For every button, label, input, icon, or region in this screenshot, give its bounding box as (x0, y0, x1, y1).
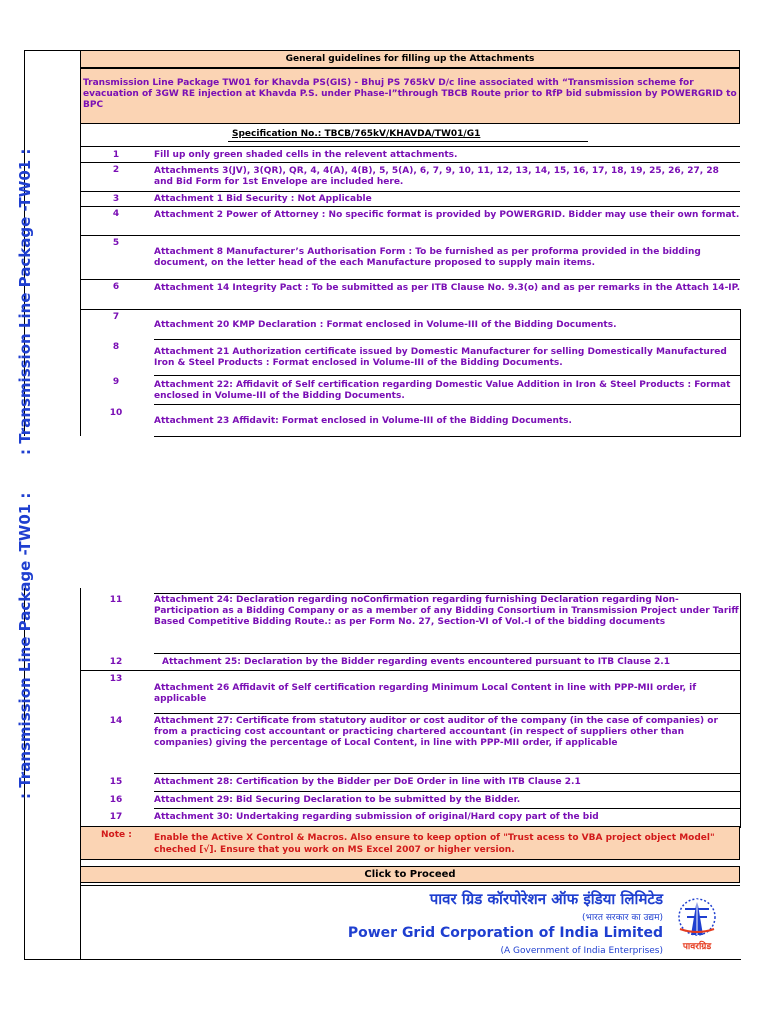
guideline-row: Attachment 14 Integrity Pact : To be submitted as per ITB Clause No. 9.3(o) and as per remarks in the Attach 14-IP. (154, 283, 741, 293)
row-number: 16 (109, 795, 123, 805)
grid-line (80, 279, 740, 280)
guideline-row: Attachment 26 Affidavit of Self certification regarding Minimum Local Content in line with PPP-MII order, if applicable (154, 683, 697, 704)
row-number: 12 (109, 657, 123, 667)
frame-divider-bottom (80, 588, 81, 960)
row-number: 11 (109, 595, 123, 605)
row-number: 4 (112, 209, 120, 219)
grid-line (154, 375, 740, 376)
row-number: 8 (112, 342, 120, 352)
row-number: 7 (112, 312, 120, 322)
guideline-row: Attachments 3(JV), 3(QR), QR, 4, 4(A), 4(B), 5, 5(A), 6, 7, 9, 10, 11, 12, 13, 14, 15, 16, 17, 18, 19, 25, 26, 27, 28 and Bid Form for 1st Envelope are included here. (154, 166, 719, 187)
grid-line (154, 404, 740, 405)
row-number: 6 (112, 282, 120, 292)
grid-line (80, 309, 740, 310)
logo-caption: पावरग्रिड (682, 942, 712, 952)
guideline-row: Attachment 8 Manufacturer’s Authorisation Form : To be furnished as per proforma provided in the bidding document, on the letter head of the each Manufacture proposed to supply main items. (154, 247, 701, 268)
frame-top-edge (24, 50, 81, 51)
guidelines-title: General guidelines for filling up the Attachments (80, 50, 740, 68)
footer-company-name: Power Grid Corporation of India Limited (347, 925, 663, 941)
row-number: 14 (109, 716, 123, 726)
footer-subtitle: (A Government of India Enterprises) (500, 946, 663, 956)
grid-line (80, 206, 740, 207)
guideline-row: Attachment 23 Affidavit: Format enclosed in Volume-III of the Bidding Documents. (154, 416, 572, 426)
footer-hindi-name: पावर ग्रिड कॉरपोरेशन ऑफ इंडिया लिमिटेड (429, 890, 663, 908)
guideline-row: Fill up only green shaded cells in the relevent attachments. (154, 150, 458, 160)
specification-number: Specification No.: TBCB/765kV/KHAVDA/TW01/G1 (232, 129, 481, 139)
powergrid-logo (670, 895, 724, 955)
tower-icon (670, 895, 724, 941)
footer-hindi-subtitle: (भारत सरकार का उद्यम) (582, 913, 663, 923)
note-panel (80, 826, 740, 860)
guideline-row: Attachment 20 KMP Declaration : Format enclosed in Volume-III of the Bidding Documents. (154, 320, 617, 330)
guideline-row: Attachment 2 Power of Attorney : No specific format is provided by POWERGRID. Bidder may use their own format. (154, 210, 740, 220)
guideline-row: Attachment 25: Declaration by the Bidder regarding events encountered pursuant to ITB Clause 2.1 (162, 657, 670, 667)
row-number: 15 (109, 777, 123, 787)
grid-line (80, 146, 740, 147)
grid-line (154, 791, 740, 792)
row-number: 5 (112, 238, 120, 248)
grid-line (80, 191, 740, 192)
row-number: 9 (112, 377, 120, 387)
grid-right (740, 593, 741, 828)
row-number: 10 (109, 408, 123, 418)
guideline-row: Attachment 28: Certification by the Bidder per DoE Order in line with ITB Clause 2.1 (154, 777, 581, 787)
click-to-proceed-button[interactable]: Click to Proceed (80, 866, 740, 883)
guideline-row: Attachment 1 Bid Security : Not Applicable (154, 194, 372, 204)
grid-line (154, 339, 740, 340)
row-number: 17 (109, 812, 123, 822)
guideline-row: Attachment 27: Certificate from statutory auditor or cost auditor of the company (in the case of companies) or from a practicing cost accountant or practicing chartered accountant (in respect of suppliers other than companies) giving the percentage of Local Content, in line with PPP-MII order, if applicable (154, 716, 718, 748)
guideline-row: Attachment 21 Authorization certificate issued by Domestic Manufacturer for selling Domestically Manufactured Iron & Steel Products : Format enclosed in Volume-III of the Bidding Documents. (154, 347, 727, 368)
frame-bottom-edge (24, 959, 741, 960)
package-description: Transmission Line Package TW01 for Khavda PS(GIS) - Bhuj PS 765kV D/c line associated with “Transmission scheme for evacuation of 3GW RE injection at Khavda P.S. under Phase-I”through TBCB Route prior to RfP bid submission by POWERGRID to BPC (80, 68, 740, 124)
note-text: Enable the Active X Control & Macros. Also ensure to keep option of "Trust acess to VBA project object Model" cheched [√]. Ensure that you work on MS Excel 2007 or higher version. (154, 833, 715, 855)
grid-line (154, 653, 740, 654)
guideline-row: Attachment 30: Undertaking regarding submission of original/Hard copy part of the bid (154, 812, 599, 822)
vertical-title-top: : Transmission Line Package -TW01 : (16, 148, 34, 455)
grid-line (154, 808, 740, 809)
note-label: Note : (101, 830, 132, 840)
vertical-title-bottom: : Transmission Line Package -TW01 : (16, 492, 34, 799)
guideline-row: Attachment 29: Bid Securing Declaration to be submitted by the Bidder. (154, 795, 521, 805)
grid-line (154, 773, 740, 774)
grid-right (740, 309, 741, 437)
grid-line (80, 670, 740, 671)
grid-line (80, 162, 740, 163)
grid-line (154, 593, 740, 594)
row-number: 1 (112, 150, 120, 160)
guideline-row: Attachment 24: Declaration regarding noConfirmation regarding furnishing Declaration regarding Non-Participation as a Bidding Company or as a member of any Bidding Consortium in Transmission Project under Tariff Based Competitive Bidding Route.: as per Form No. 27, Section-VI of Vol.-I of the bidding documents (154, 595, 739, 627)
row-number: 13 (109, 674, 123, 684)
guideline-row: Attachment 22: Affidavit of Self certification regarding Domestic Value Addition in Iron & Steel Products : Format enclosed in Volume-III of the Bidding Documents. (154, 380, 731, 401)
grid-line (154, 436, 740, 437)
footer-top-line (80, 885, 740, 886)
row-number: 3 (112, 194, 120, 204)
grid-line (80, 235, 740, 236)
grid-line (154, 713, 740, 714)
spec-underline (228, 141, 588, 142)
row-number: 2 (112, 165, 120, 175)
